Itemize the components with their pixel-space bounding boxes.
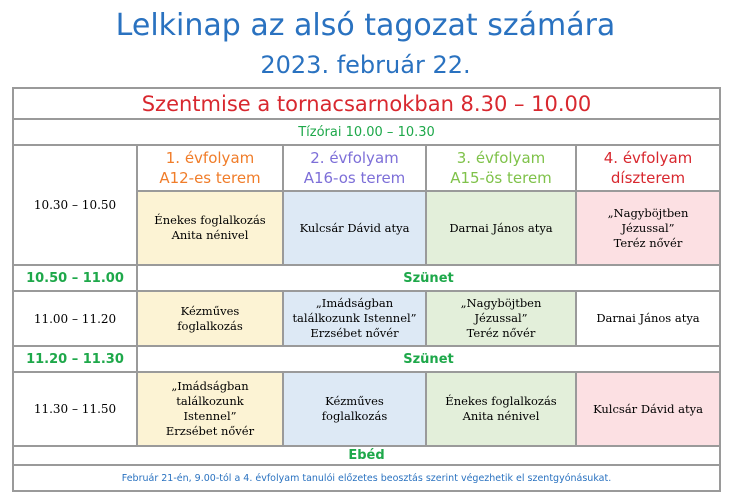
activity-cell: „Nagyböjtben Jézussal” Teréz nővér bbox=[426, 291, 576, 346]
time-slot-2: 11.00 – 11.20 bbox=[13, 291, 137, 346]
grade-header-2 bbox=[283, 145, 426, 191]
grade-name: 2. évfolyam bbox=[310, 149, 399, 167]
grade-name: 3. évfolyam bbox=[456, 149, 546, 167]
activity-cell: Énekes foglalkozás Anita nénivel bbox=[137, 191, 283, 265]
time-slot-1: 10.30 – 10.50 bbox=[13, 145, 137, 265]
activity-cell: Darnai János atya bbox=[426, 191, 576, 265]
grade-name: 1. évfolyam bbox=[165, 149, 255, 167]
grade-header-4 bbox=[576, 145, 720, 191]
mass-row: Szentmise a tornacsarnokban 8.30 – 10.00 bbox=[13, 88, 720, 119]
activity-cell: Kézműves foglalkozás bbox=[283, 372, 426, 446]
time-slot-3: 11.30 – 11.50 bbox=[13, 372, 137, 446]
break-label-1: Szünet bbox=[137, 265, 720, 291]
page-title: Lelkinap az alsó tagozat számára bbox=[115, 8, 616, 43]
activity-cell: Kulcsár Dávid atya bbox=[576, 372, 720, 446]
grade-room: A16-os terem bbox=[303, 169, 406, 187]
activity-cell: „Nagyböjtben Jézussal” Teréz nővér bbox=[576, 191, 720, 265]
grade-room: A15-ös terem bbox=[450, 169, 552, 187]
activity-cell: Kulcsár Dávid atya bbox=[283, 191, 426, 265]
grade-header-1 bbox=[137, 145, 283, 191]
grade-room: díszterem bbox=[610, 169, 686, 187]
grade-room: A12-es terem bbox=[159, 169, 261, 187]
footnote: Február 21-én, 9.00-tól a 4. évfolyam tanulói előzetes beosztás szerint végezhetik el szentgyónásukat. bbox=[13, 465, 720, 491]
break-time-2: 11.20 – 11.30 bbox=[13, 346, 137, 372]
snack-row: Tízórai 10.00 – 10.30 bbox=[13, 119, 720, 145]
lunch-row: Ebéd bbox=[13, 446, 720, 465]
activity-cell: „Imádságban találkozunk Istennel” Erzsébet nővér bbox=[283, 291, 426, 346]
page-date: 2023. február 22. bbox=[260, 51, 471, 79]
activity-cell: Kézműves foglalkozás bbox=[137, 291, 283, 346]
activity-cell: „Imádságban találkozunk Istennel” Erzsébet nővér bbox=[137, 372, 283, 446]
break-time-1: 10.50 – 11.00 bbox=[13, 265, 137, 291]
grade-header-3 bbox=[426, 145, 576, 191]
schedule-table bbox=[12, 87, 721, 492]
grade-name: 4. évfolyam bbox=[603, 149, 693, 167]
break-label-2: Szünet bbox=[137, 346, 720, 372]
activity-cell: Darnai János atya bbox=[576, 291, 720, 346]
activity-cell: Énekes foglalkozás Anita nénivel bbox=[426, 372, 576, 446]
